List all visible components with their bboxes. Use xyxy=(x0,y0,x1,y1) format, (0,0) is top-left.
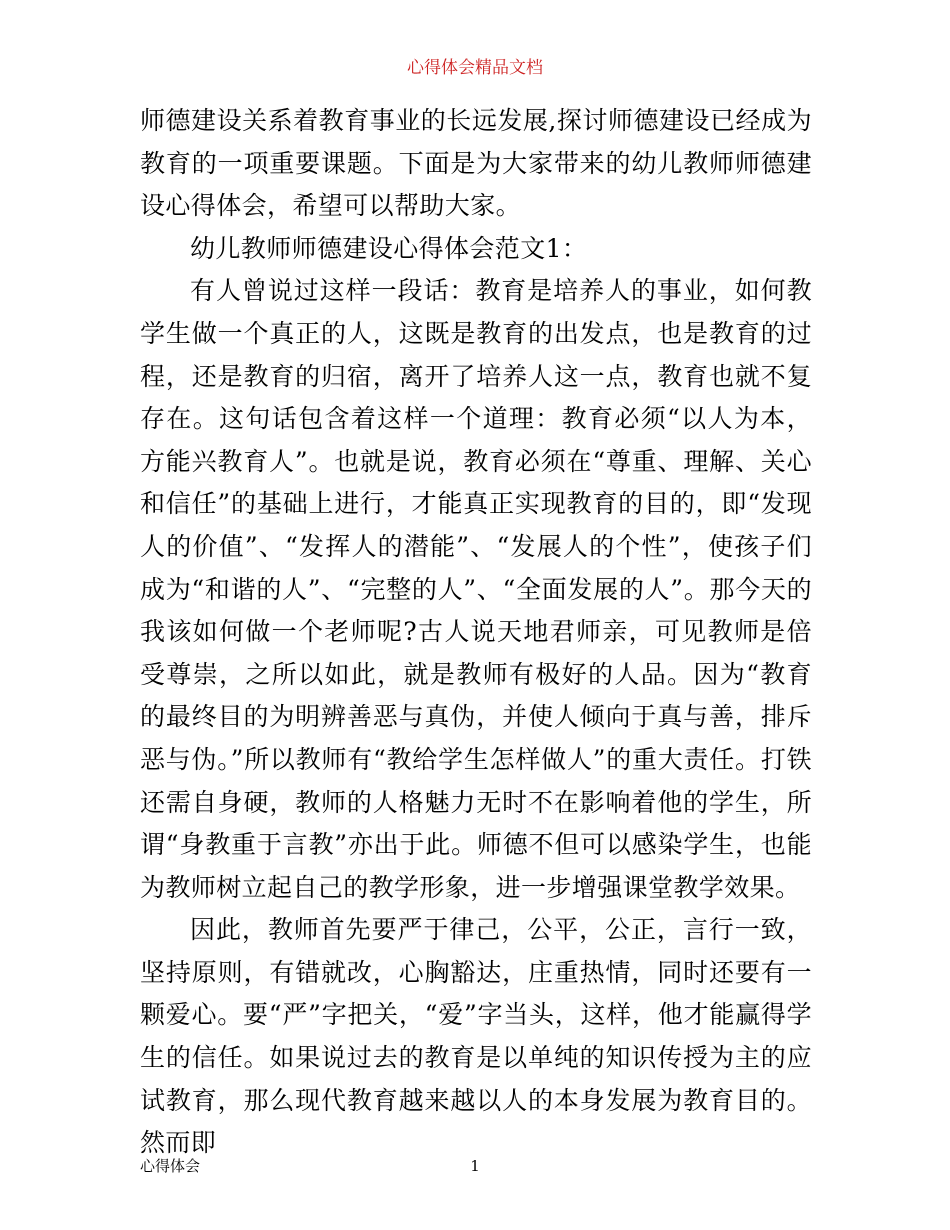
document-header-title: 心得体会精品文档 xyxy=(407,58,543,78)
page-number: 1 xyxy=(470,1157,480,1175)
document-body xyxy=(140,100,812,1165)
body-paragraph-1: 有人曾说过这样一段话：教育是培养人的事业，如何教学生做一个真正的人，这既是教育的出发点，也是教育的过程，还是教育的归宿，离开了培养人这一点，教育也就不复存在。这句话包含着这样一个道理：教育必须“以人为本，方能兴教育人”。也就是说，教育必须在“尊重、理解、关心和信任”的基础上进行，才能真正实现教育的目的，即“发现人的价值”、“发挥人的潜能”、“发展人的个性”，使孩子们成为“和谐的人”、“完整的人”、“全面发展的人”。那今天的我该如何做一个老师呢?古人说天地君师亲，可见教师是倍受尊崇，之所以如此，就是教师有极好的人品。因为“教育的最终目的为明辨善恶与真伪，并使人倾向于真与善，排斥恶与伪。”所以教师有“教给学生怎样做人”的重大责任。打铁还需自身硬，教师的人格魅力无时不在影响着他的学生，所谓“身教重于言教”亦出于此。师德不但可以感染学生，也能为教师树立起自己的教学形象，进一步增强课堂教学效果。 xyxy=(140,276,812,902)
footer-label: 心得体会 xyxy=(140,1157,201,1175)
intro-paragraph: 师德建设关系着教育事业的长远发展,探讨师德建设已经成为教育的一项重要课题。下面是为大家带来的幼儿教师师德建设心得体会，希望可以帮助大家。 xyxy=(140,106,812,221)
body-paragraph-2: 因此，教师首先要严于律己，公平，公正，言行一致，坚持原则，有错就改，心胸豁达，庄重热情，同时还要有一颗爱心。要“严”字把关，“爱”字当头，这样，他才能赢得学生的信任。如果说过去的教育是以单纯的知识传授为主的应试教育，那么现代教育越来越以人的本身发展为教育目的。然而即 xyxy=(140,915,812,1158)
section-heading: 幼儿教师师德建设心得体会范文1： xyxy=(190,233,588,263)
